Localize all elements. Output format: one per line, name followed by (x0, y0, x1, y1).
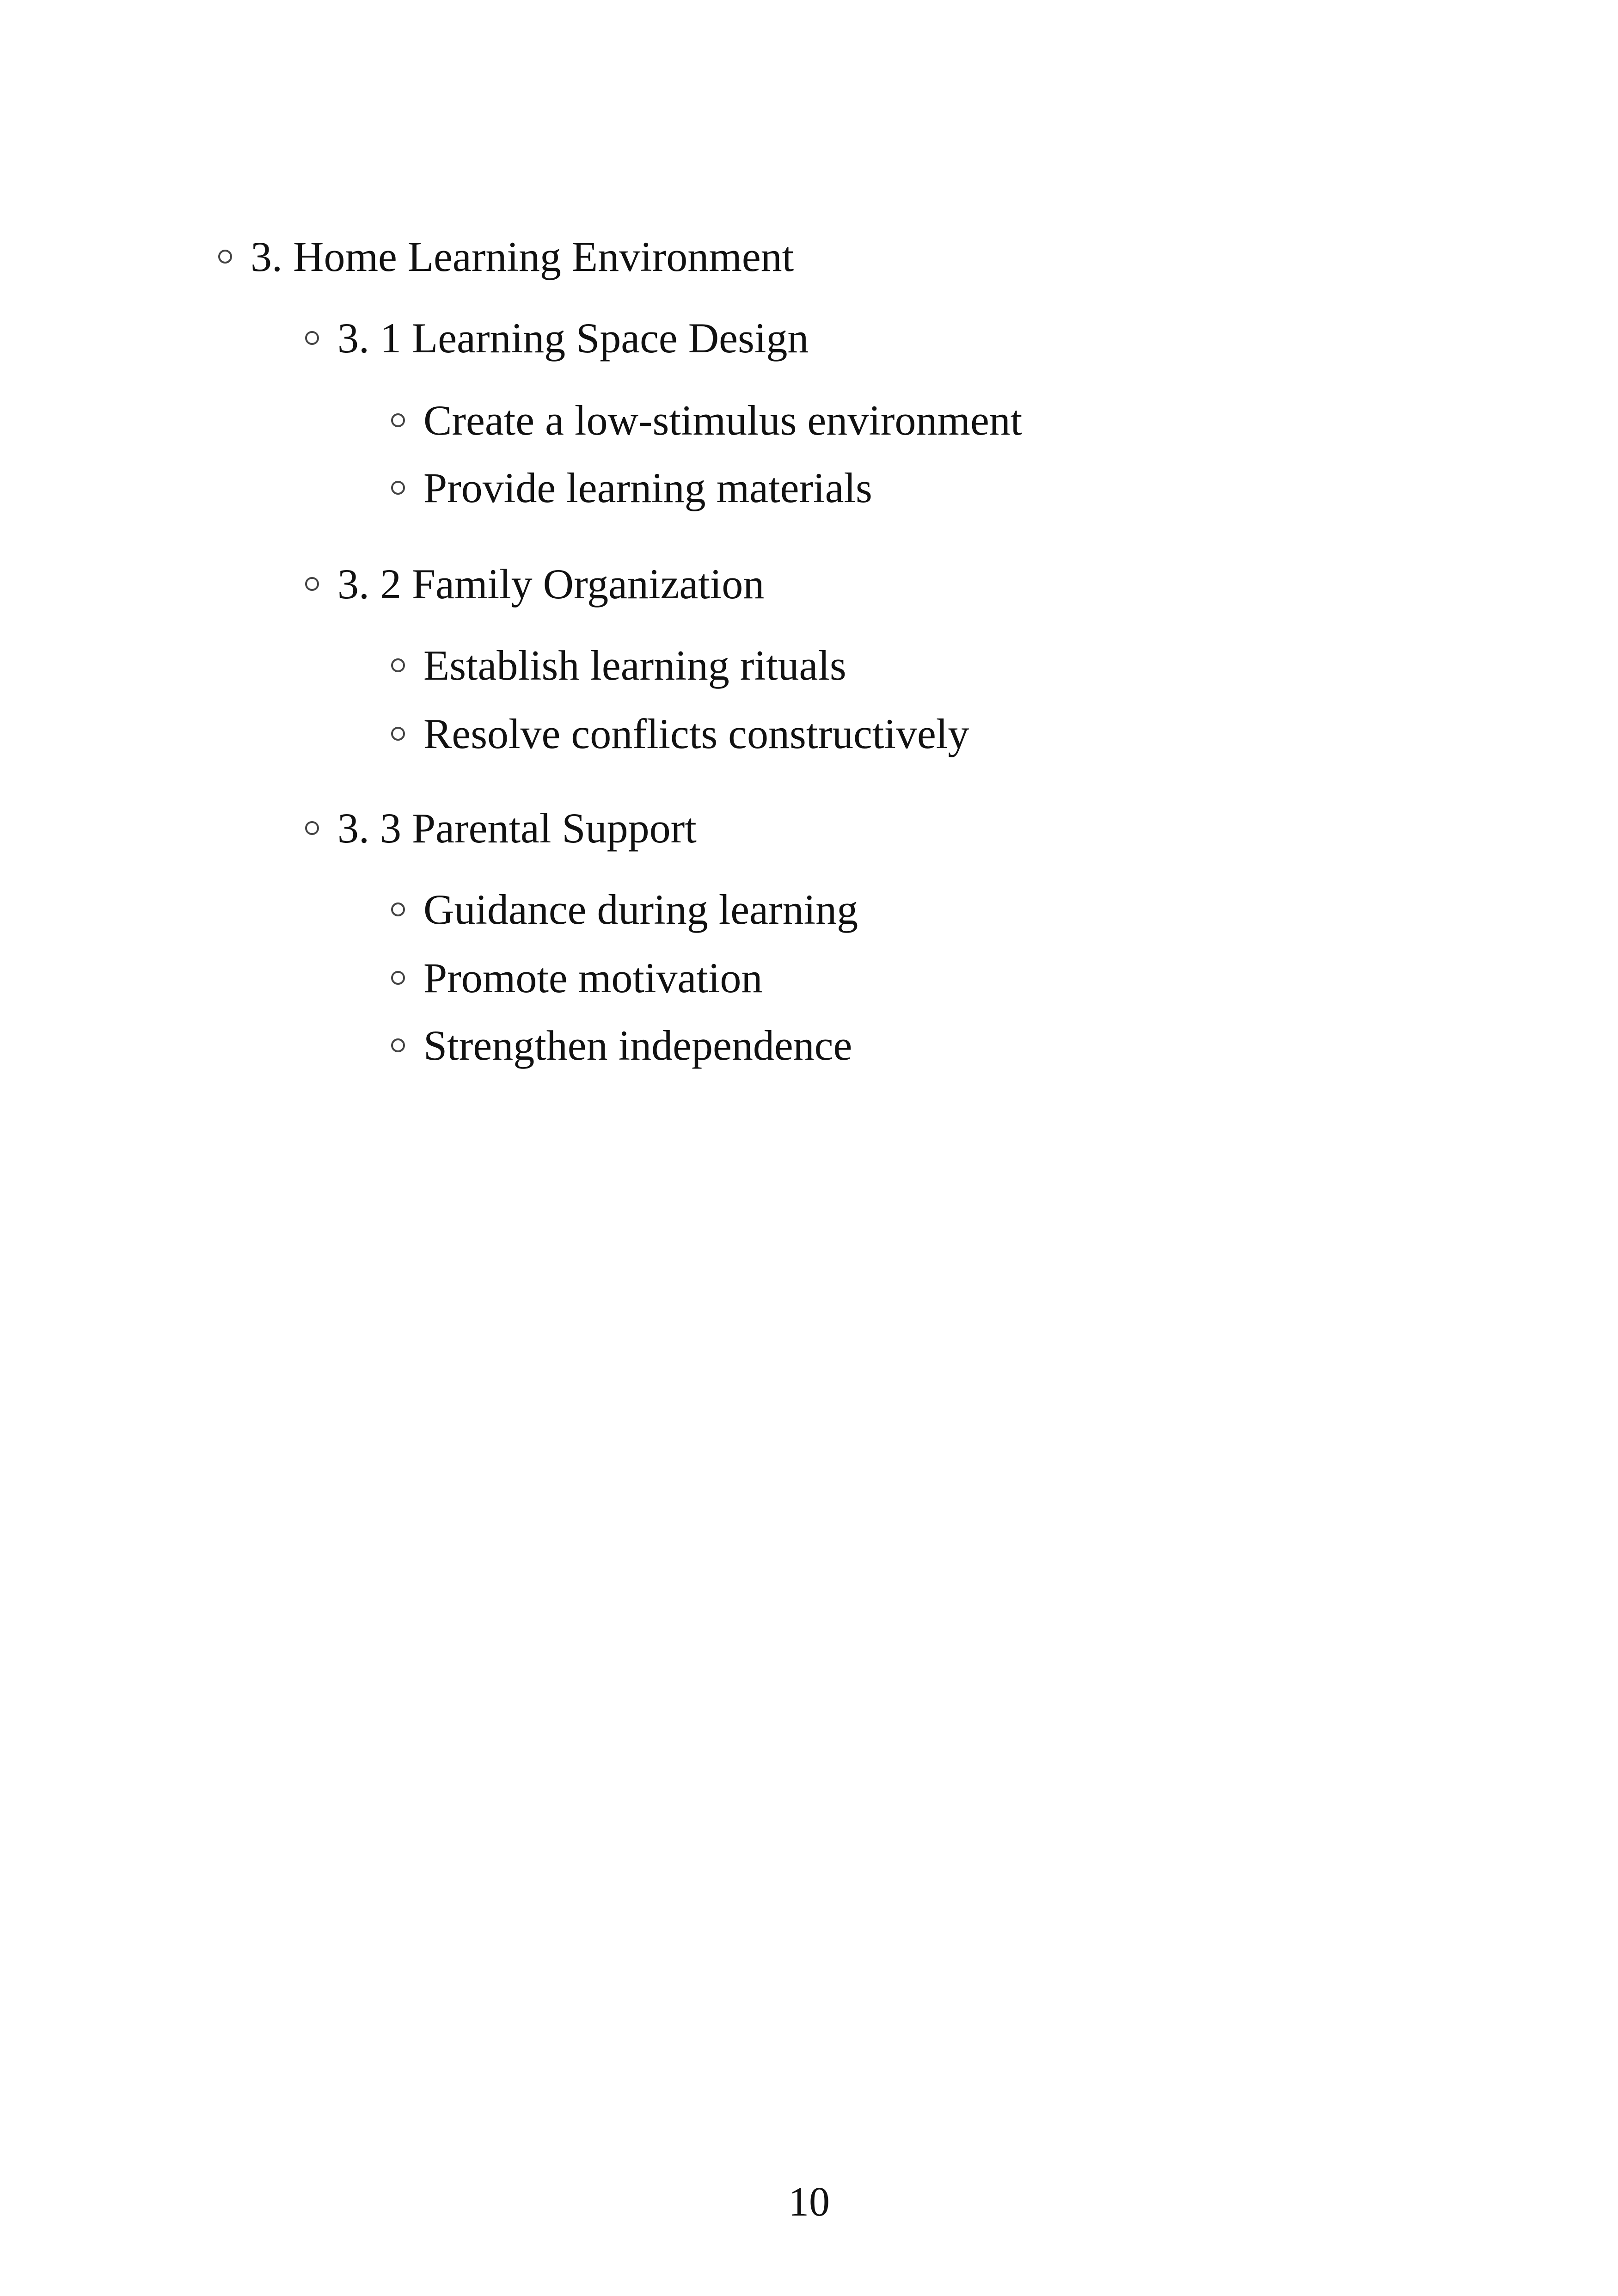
circle-bullet-icon (391, 1038, 405, 1052)
outline-item-subsection (305, 803, 697, 853)
circle-bullet-icon (391, 727, 405, 741)
point-text: Establish learning rituals (423, 642, 846, 689)
circle-bullet-icon (391, 481, 405, 495)
subsection-title: 3. 3 Parental Support (337, 804, 697, 852)
outline-item-subsection (305, 313, 809, 363)
subsection-title: 3. 2 Family Organization (337, 560, 765, 608)
outline-item-section (218, 231, 794, 282)
section-title: 3. Home Learning Environment (251, 233, 794, 280)
circle-bullet-icon (391, 413, 405, 427)
point-text: Strengthen independence (423, 1022, 852, 1069)
point-text: Provide learning materials (423, 464, 872, 511)
outline-item-point (391, 884, 858, 935)
circle-bullet-icon (305, 577, 319, 591)
circle-bullet-icon (305, 331, 319, 345)
outline-item-point (391, 952, 762, 1003)
outline-item-point (391, 708, 969, 759)
circle-bullet-icon (305, 821, 319, 835)
outline-item-point (391, 395, 1022, 446)
point-text: Guidance during learning (423, 886, 858, 933)
point-text: Create a low-stimulus environment (423, 397, 1023, 444)
page-number: 10 (788, 2179, 830, 2225)
circle-bullet-icon (391, 658, 405, 672)
circle-bullet-icon (391, 902, 405, 916)
outline-item-point (391, 1020, 852, 1071)
outline-item-point (391, 640, 846, 691)
circle-bullet-icon (391, 971, 405, 985)
point-text: Resolve conflicts constructively (423, 710, 969, 757)
outline-item-point (391, 462, 872, 513)
outline-item-subsection (305, 559, 764, 609)
circle-bullet-icon (218, 250, 232, 264)
point-text: Promote motivation (423, 954, 763, 1001)
subsection-title: 3. 1 Learning Space Design (337, 314, 809, 362)
